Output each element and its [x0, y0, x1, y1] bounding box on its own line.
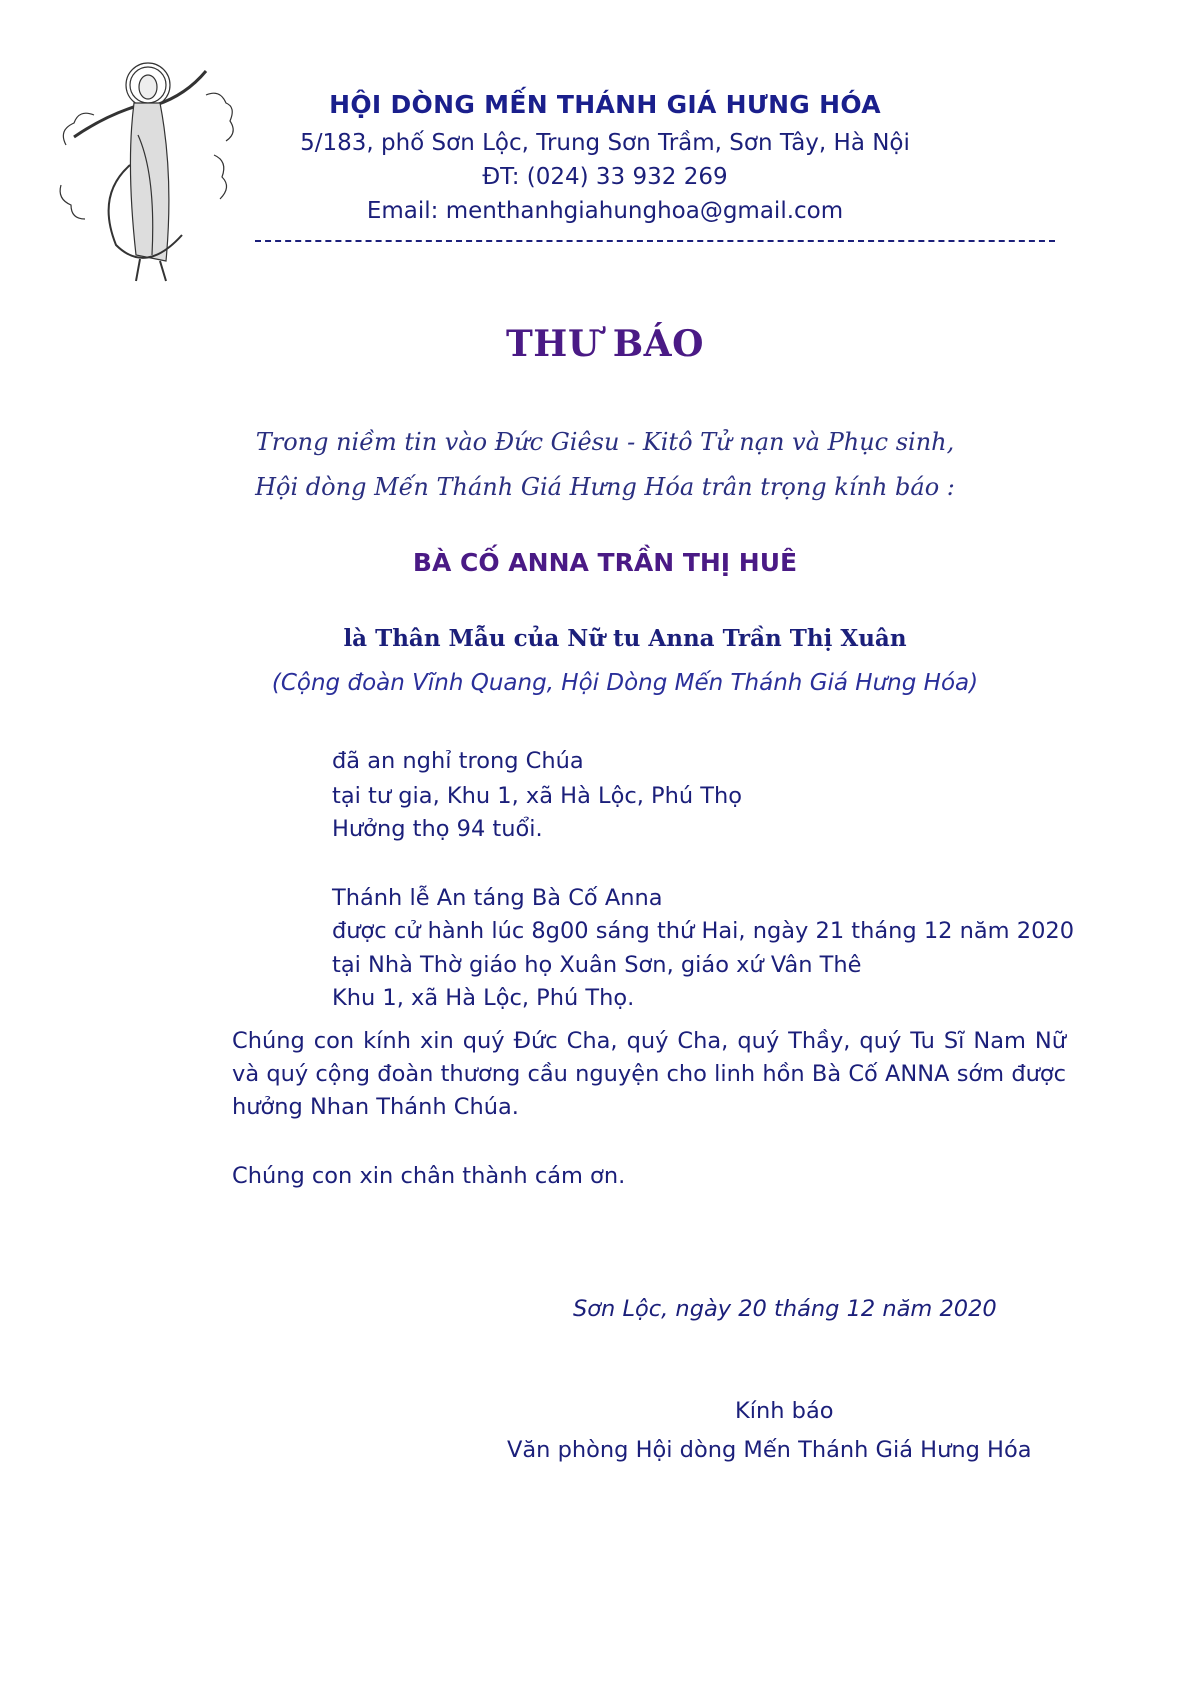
funeral-line-4: Khu 1, xã Hà Lộc, Phú Thọ.: [332, 985, 635, 1011]
funeral-line-2: được cử hành lúc 8g00 sáng thứ Hai, ngày 21 tháng 12 năm 2020: [332, 918, 1075, 944]
deceased-name: BÀ CỐ ANNA TRẦN THỊ HUÊ: [412, 548, 798, 577]
funeral-line-3: tại Nhà Thờ giáo họ Xuân Sơn, giáo xứ Vân Thê: [332, 952, 862, 978]
page-title: THƯ BÁO: [506, 323, 704, 365]
org-phone: ĐT: (024) 33 932 269: [482, 164, 728, 190]
org-name: HỘI DÒNG MẾN THÁNH GIÁ HƯNG HÓA: [329, 90, 881, 119]
prayer-request: Chúng con kính xin quý Đức Cha, quý Cha, quý Thầy, quý Tu Sĩ Nam Nữ và quý cộng đoàn thương cầu nguyện cho linh hồn Bà Cố ANNA sớm được hưởng Nhan Thánh Chúa.: [232, 1028, 1066, 1120]
rest-line-2: tại tư gia, Khu 1, xã Hà Lộc, Phú Thọ: [332, 783, 743, 809]
funeral-line-1: Thánh lễ An táng Bà Cố Anna: [332, 885, 663, 911]
signature-line-1: Kính báo: [735, 1398, 834, 1424]
rest-line-1: đã an nghỉ trong Chúa: [332, 748, 584, 774]
signature-line-2: Văn phòng Hội dòng Mến Thánh Giá Hưng Hóa: [507, 1437, 1032, 1463]
header-divider: [255, 240, 1055, 242]
org-email: Email: menthanhgiahunghoa@gmail.com: [366, 198, 844, 224]
thanks-line: Chúng con xin chân thành cám ơn.: [232, 1163, 626, 1189]
relation-line: là Thân Mẫu của Nữ tu Anna Trần Thị Xuân: [343, 625, 907, 652]
date-line: Sơn Lộc, ngày 20 tháng 12 năm 2020: [573, 1296, 997, 1322]
community-line: (Cộng đoàn Vĩnh Quang, Hội Dòng Mến Thánh Giá Hưng Hóa): [271, 670, 979, 696]
intro-line-1: Trong niềm tin vào Đức Giêsu - Kitô Tử nạn và Phục sinh,: [255, 428, 955, 456]
intro-line-2: Hội dòng Mến Thánh Giá Hưng Hóa trân trọng kính báo :: [255, 473, 955, 501]
rest-line-3: Hưởng thọ 94 tuổi.: [332, 816, 543, 842]
org-address: 5/183, phố Sơn Lộc, Trung Sơn Trầm, Sơn Tây, Hà Nội: [300, 130, 910, 156]
risen-christ-illustration-icon: [56, 55, 236, 295]
